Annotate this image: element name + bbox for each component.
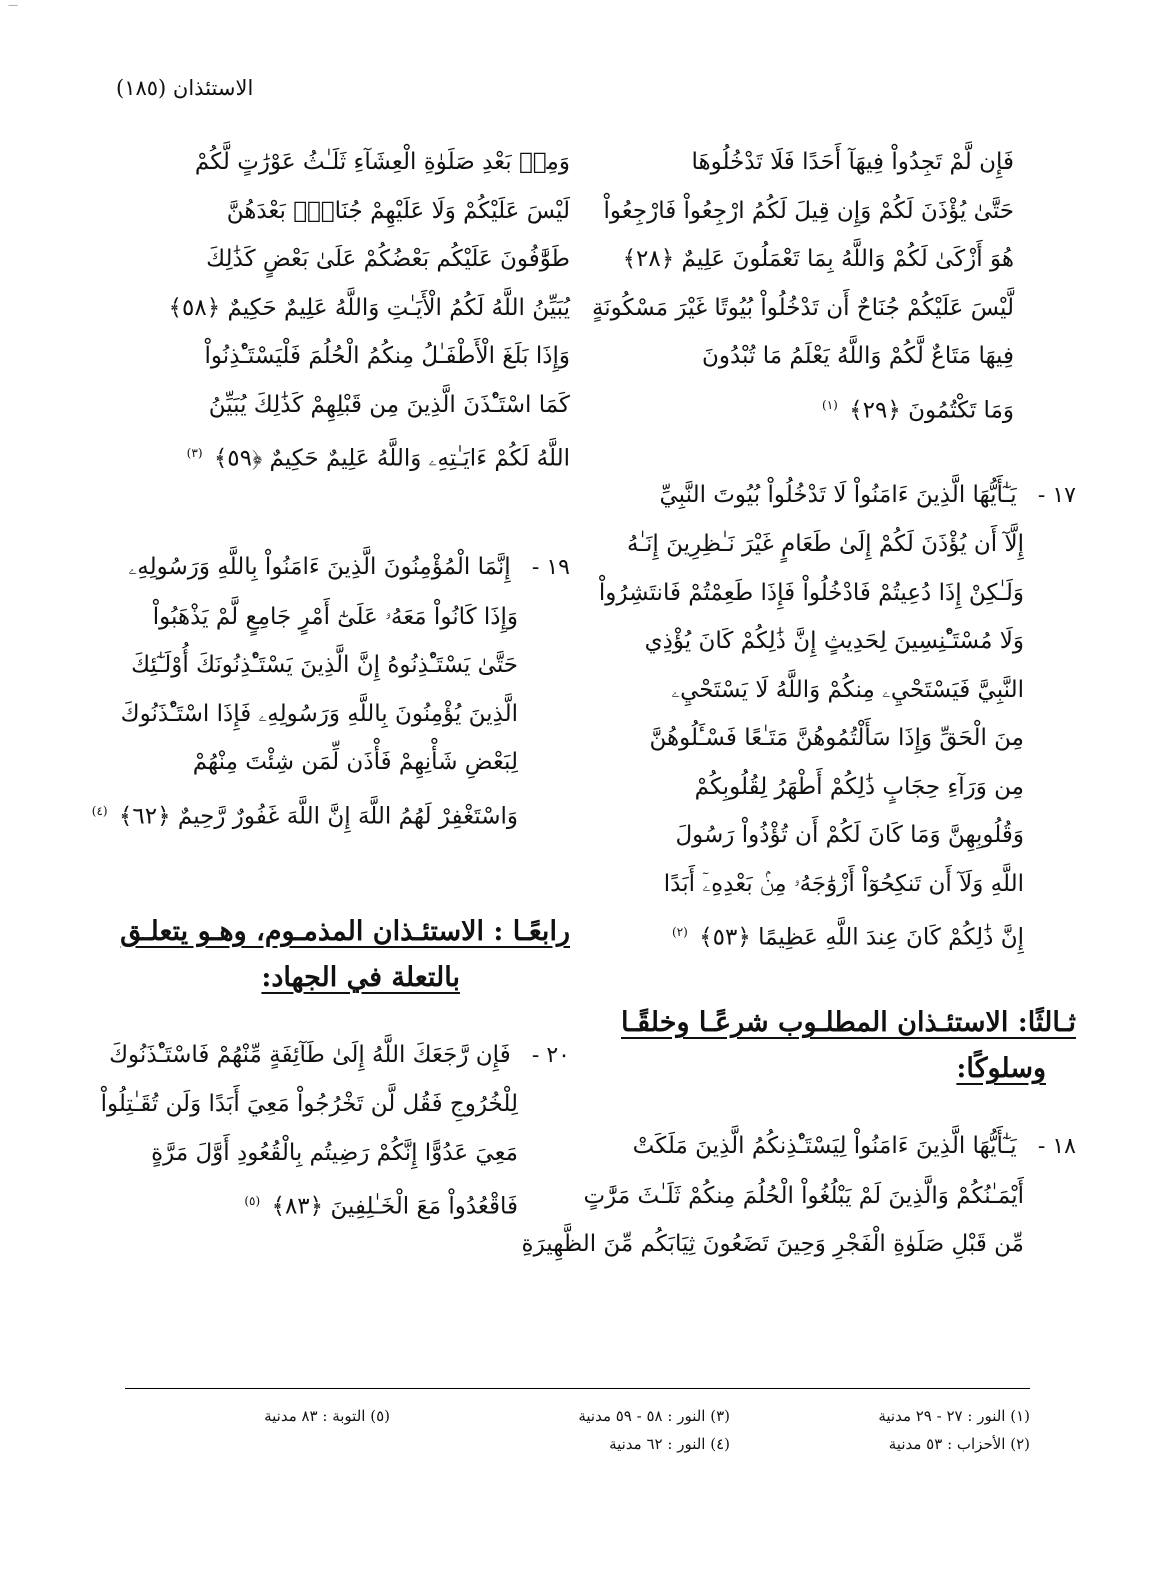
verse-line: وَقُلُوبِهِنَّ وَمَا كَانَ لَكُمْ أَن تُؤْذُواْ رَسُولَ: [675, 822, 1024, 849]
footnote-ref: (٤): [91, 803, 108, 818]
verse-line: مِّن قَبْلِ صَلَوٰةِ الْفَجْرِ وَحِينَ تَضَعُونَ ثِيَابَكُم مِّنَ الظَّهِيرَةِ: [521, 1231, 1024, 1258]
verse-line: الَّذِينَ يُؤْمِنُونَ بِاللَّهِ وَرَسُولِهِۦ فَإِذَا اسْتَـْٔذَنُوكَ: [120, 700, 518, 727]
verse-block-a: [570, 138, 1020, 435]
verse-line-text: فَاقْعُدُواْ مَعَ الْخَـٰلِفِينَ ﴿٨٣﴾: [271, 1193, 518, 1220]
verse-line: إِلَّآ أَن يُؤْذَنَ لَكُمْ إِلَىٰ طَعَامٍ غَيْرَ نَـٰظِرِينَ إِنَـٰهُ: [626, 531, 1024, 558]
verse-line: لِبَعْضِ شَأْنِهِمْ فَأْذَن لِّمَن شِئْتَ مِنْهُمْ: [192, 749, 518, 776]
corner-mark: —: [8, 0, 18, 11]
footnote-2: (٢) الأحزاب : ٥٣ مدنية: [888, 1435, 1030, 1453]
verse-line-text: إِنَّ ذَٰلِكُمْ كَانَ عِندَ اللَّهِ عَظِيمًا ﴿٥٣﴾: [699, 924, 1024, 951]
verse-line: النَّبِيَّ فَيَسْتَحْيِۦ مِنكُمْ وَاللَّهُ لَا يَسْتَحْيِۦ: [671, 676, 1024, 703]
heading-line: رابعًـا : الاستئـذان المذمـوم، وهـو يتعلـق: [120, 915, 570, 947]
verse-number: ١٩ -: [531, 555, 570, 581]
verse-number: ١٨ -: [1037, 1134, 1076, 1160]
verse-line: وَإِذَا كَانُواْ مَعَهُۥ عَلَىٰٓ أَمْرٍ جَامِعٍ لَّمْ يَذْهَبُواْ: [152, 603, 518, 630]
verse-line-text: وَمَا تَكْتُمُونَ ﴿٢٩﴾: [849, 397, 1014, 424]
verse-number: ٢٠ -: [531, 1042, 570, 1068]
verse-line: أَيْمَـٰنُكُمْ وَالَّذِينَ لَمْ يَبْلُغُواْ الْحُلُمَ مِنكُمْ ثَلَـٰثَ مَرَّٰتٍ: [583, 1182, 1024, 1209]
verse-18-continued: [100, 138, 570, 483]
verse-line: حَتَّىٰ يَسْتَـْٔذِنُوهُ إِنَّ الَّذِينَ يَسْتَـْٔذِنُونَكَ أُوْلَـٰٓئِكَ: [131, 652, 518, 679]
verse-line-text: يَـٰٓأَيُّهَا الَّذِينَ ءَامَنُواْ لِيَسْتَـْٔذِنكُمُ الَّذِينَ مَلَكَتْ: [632, 1133, 1017, 1160]
heading-line: وسلوكًا:: [956, 1053, 1046, 1085]
left-column: [91, 138, 570, 1231]
verse-19: [91, 543, 570, 841]
verse-line: فَإِن لَّمْ تَجِدُواْ فِيهَآ أَحَدًا فَلَا تَدْخُلُوهَا: [691, 149, 1014, 175]
verse-line: [100, 1031, 570, 1081]
verse-line-text: فَإِن رَّجَعَكَ اللَّهُ إِلَىٰ طَآئِفَةٍ مِّنْهُمْ فَاسْتَـْٔذَنُوكَ: [109, 1041, 511, 1068]
verse-line: [570, 471, 1076, 521]
footnote-1: (١) النور : ٢٧ - ٢٩ مدنية: [878, 1407, 1030, 1425]
page-header: الاستئذان (١٨٥): [116, 76, 254, 100]
verse-line: [91, 787, 570, 841]
footnote-ref: (٣): [186, 446, 203, 460]
verse-line: [100, 543, 570, 593]
verse-line: فِيهَا مَتَاعٌ لَّكُمْ وَاللَّهُ يَعْلَمُ مَا تُبْدُونَ: [701, 343, 1014, 369]
verse-line: وَإِذَا بَلَغَ الْأَطْفَـٰلُ مِنكُمُ الْحُلُمَ فَلْيَسْتَـْٔذِنُواْ: [204, 343, 570, 369]
verse-number: ١٧ -: [1037, 482, 1076, 508]
verse-line: لَيْسَ عَلَيْكُمْ وَلَا عَلَيْهِمْ جُنَاحٌۢ بَعْدَهُنَّ: [226, 197, 570, 224]
footnote-5: (٥) التوبة : ٨٣ مدنية: [264, 1407, 390, 1425]
footnote-3: (٣) النور : ٥٨ - ٥٩ مدنية: [578, 1407, 730, 1425]
verse-line: اللَّهِ وَلَآ أَن تَنكِحُوٓاْ أَزْوَٰجَهُۥ مِنۢ بَعْدِهِۦٓ أَبَدًا: [663, 870, 1024, 897]
section-heading-3: [570, 1000, 1076, 1092]
verse-line: طَوَّٰفُونَ عَلَيْكُم بَعْضُكُمْ عَلَىٰ بَعْضٍ كَذَٰلِكَ: [206, 246, 570, 272]
verse-line: هُوَ أَزْكَىٰ لَكُمْ وَاللَّهُ بِمَا تَعْمَلُونَ عَلِيمٌ ﴿٢٨﴾: [622, 246, 1014, 272]
verse-18: [521, 1122, 1076, 1269]
verse-line: [570, 1122, 1076, 1172]
verse-line: وَمِنۢ بَعْدِ صَلَوٰةِ الْعِشَآءِ ثَلَـٰثُ عَوْرَٰتٍ لَّكُمْ: [194, 149, 570, 175]
verse-line: [100, 429, 570, 483]
verse-line: [570, 908, 1076, 962]
verse-line: لَّيْسَ عَلَيْكُمْ جُنَاحٌ أَن تَدْخُلُواْ بُيُوتًا غَيْرَ مَسْكُونَةٍ: [591, 294, 1014, 321]
footnote-ref: (٢): [672, 925, 688, 940]
footnote-4: (٤) النور : ٦٢ مدنية: [609, 1435, 730, 1453]
verse-17: [570, 471, 1076, 963]
verse-line: [570, 381, 1014, 435]
verse-line: حَتَّىٰ يُؤْذَنَ لَكُمْ وَإِن قِيلَ لَكُمُ ارْجِعُواْ فَارْجِعُواْ: [603, 197, 1014, 224]
heading-line: ثـالثًا: الاستئـذان المطلـوب شرعًـا وخلقًـا: [621, 1007, 1076, 1039]
verse-line: يُبَيِّنُ اللَّهُ لَكُمُ الْأَيَـٰتِ وَاللَّهُ عَلِيمٌ حَكِيمٌ ﴿٥٨﴾: [168, 294, 570, 321]
verse-20: [100, 1031, 570, 1232]
verse-line-text: اللَّهُ لَكُمْ ءَايَـٰتِهِۦ وَاللَّهُ عَلِيمٌ حَكِيمٌ ﴿٥٩﴾: [213, 445, 570, 472]
heading-line: بالتعلة في الجهاد:: [261, 961, 460, 993]
verse-line-text: يَـٰٓأَيُّهَا الَّذِينَ ءَامَنُواْ لَا تَدْخُلُواْ بُيُوتَ النَّبِيِّ: [659, 481, 1017, 508]
section-heading-4: [100, 909, 570, 1001]
verse-line: وَلَا مُسْتَـْٔنِسِينَ لِحَدِيثٍ إِنَّ ذَٰلِكُمْ كَانَ يُؤْذِي: [644, 628, 1024, 655]
verse-line: مِنَ الْحَقِّ وَإِذَا سَأَلْتُمُوهُنَّ مَتَـٰعًا فَسْـَٔلُوهُنَّ: [649, 725, 1024, 752]
verse-line-text: إِنَّمَا الْمُؤْمِنُونَ الَّذِينَ ءَامَنُواْ بِاللَّهِ وَرَسُولِهِۦ: [128, 554, 511, 581]
footnote-ref: (٥): [244, 1194, 261, 1209]
verse-line: [100, 1177, 570, 1231]
verse-line: مِن وَرَآءِ حِجَابٍ ذَٰلِكُمْ أَطْهَرُ لِقُلُوبِكُمْ: [694, 773, 1024, 800]
verse-line: مَعِيَ عَدُوًّا إِنَّكُمْ رَضِيتُم بِالْقُعُودِ أَوَّلَ مَرَّةٍ: [151, 1139, 518, 1166]
footnote-ref: (١): [822, 397, 838, 412]
footnote-divider: [125, 1388, 1030, 1389]
verse-line: وَلَـٰكِنْ إِذَا دُعِيتُمْ فَادْخُلُواْ فَإِذَا طَعِمْتُمْ فَانتَشِرُواْ: [598, 579, 1024, 606]
verse-line: لِلْخُرُوجِ فَقُل لَّن تَخْرُجُواْ مَعِيَ أَبَدًا وَلَن تُقَـٰتِلُواْ: [100, 1091, 518, 1118]
verse-line-text: وَاسْتَغْفِرْ لَهُمُ اللَّهَ إِنَّ اللَّهَ غَفُورٌ رَّحِيمٌ ﴿٦٢﴾: [118, 803, 518, 830]
verse-line: كَمَا اسْتَـْٔذَنَ الَّذِينَ مِن قَبْلِهِمْ كَذَٰلِكَ يُبَيِّنُ: [208, 391, 570, 418]
